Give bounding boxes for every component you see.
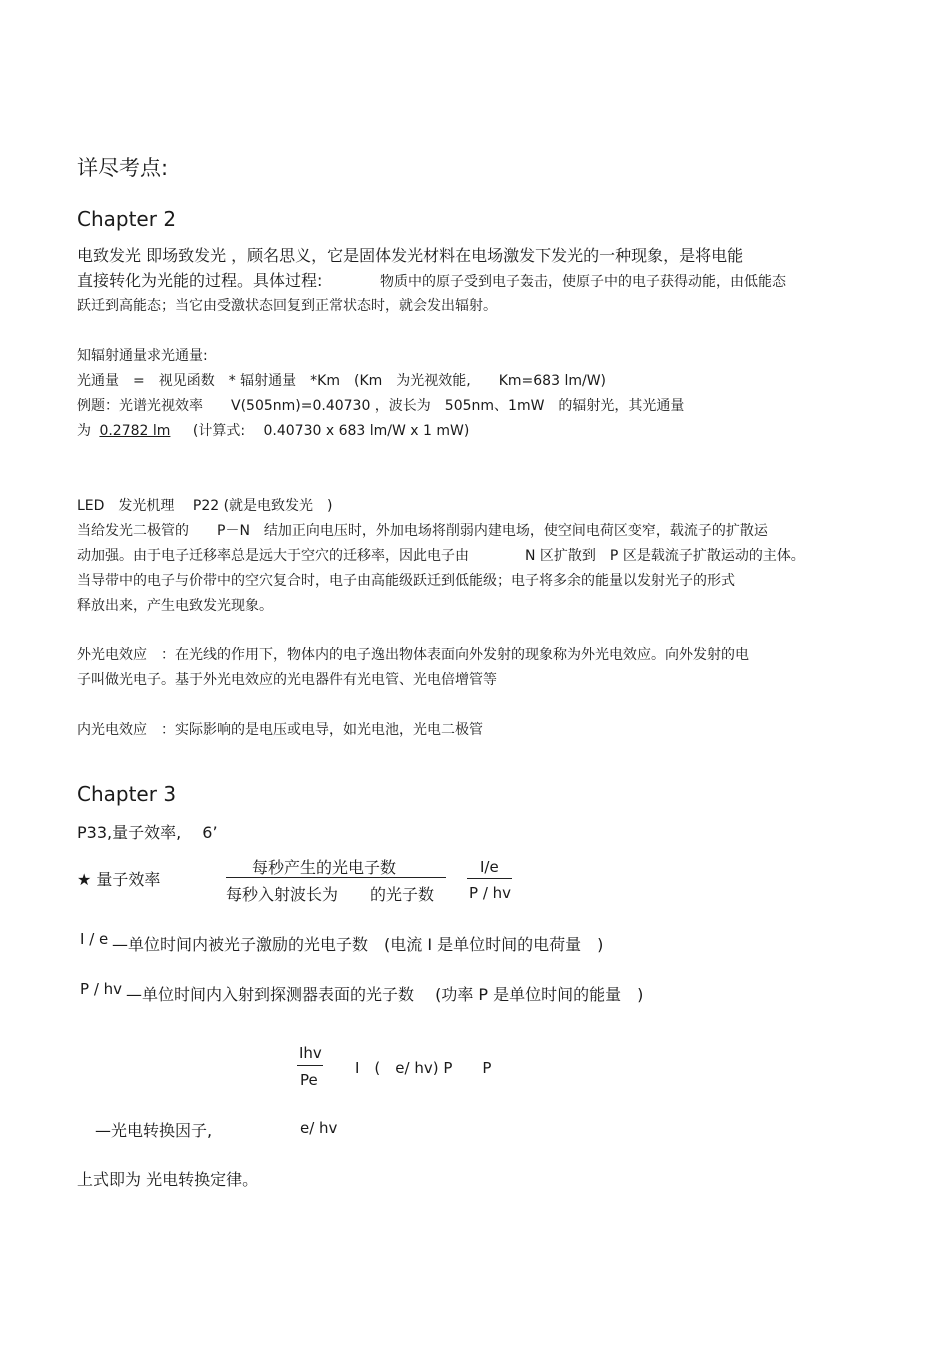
quantum-efficiency-label: ★ 量子效率 — [77, 870, 161, 889]
flux-title: 知辐射通量求光通量: — [77, 348, 208, 364]
answer-prefix: 为 — [77, 423, 91, 439]
fraction-1-bar — [226, 877, 446, 878]
phv-description: —单位时间内入射到探测器表面的光子数 (功率 P 是单位时间的能量 ) — [126, 985, 644, 1004]
external-effect-line-2: 子叫做光电子。基于外光电效应的光电器件有光电管、光电倍增管等 — [77, 672, 497, 688]
answer-calc: (计算式: 0.40730 x 683 lm/W x 1 mW) — [192, 423, 470, 439]
ie-description: —单位时间内被光子激励的光电子数 (电流 I 是单位时间的电荷量 ) — [112, 935, 604, 954]
conversion-factor-value: e/ hv — [300, 1119, 338, 1137]
flux-formula: 光通量 = 视见函数 * 辐射通量 *Km (Km 为光视效能, Km=683 lm/W) — [77, 373, 606, 389]
equation-rest: I ( e/ hv) P P — [355, 1059, 492, 1077]
fraction-3-numerator: Ihv — [299, 1044, 322, 1062]
fraction-1-denominator: 每秒入射波长为 的光子数 — [226, 885, 435, 904]
conversion-law-line: 上式即为 光电转换定律。 — [77, 1170, 259, 1189]
chapter-3-heading: Chapter 3 — [77, 782, 177, 806]
el-paragraph-line-2a: 直接转化为光能的过程。具体过程: — [77, 271, 323, 290]
led-title: LED 发光机理 P22 (就是电致发光 ) — [77, 498, 333, 514]
page-title: 详尽考点: — [77, 156, 169, 180]
led-line-4: 释放出来，产生电致发光现象。 — [77, 598, 273, 614]
fraction-3-bar — [297, 1065, 323, 1066]
phv-symbol: P / hv — [80, 980, 123, 998]
conversion-factor-text: —光电转换因子, — [95, 1121, 213, 1140]
el-paragraph-line-3: 跃迁到高能态；当它由受激状态回复到正常状态时，就会发出辐射。 — [77, 298, 497, 314]
chapter-2-heading: Chapter 2 — [77, 207, 177, 231]
ie-symbol: I / e — [80, 930, 109, 948]
el-paragraph-line-1: 电致发光 即场致发光 ，顾名思义，它是固体发光材料在电场激发下发光的一种现象，是将电能 — [77, 246, 744, 265]
answer-line — [77, 420, 469, 440]
fraction-3-denominator: Pe — [300, 1071, 318, 1089]
led-line-1: 当给发光二极管的 P－N 结加正向电压时，外加电场将削弱内建电场，使空间电荷区变窄，载流子的扩散运 — [77, 523, 768, 539]
fraction-1-numerator: 每秒产生的光电子数 — [252, 858, 397, 877]
fraction-2-denominator: P / hv — [469, 884, 512, 902]
external-effect-line-1: 外光电效应 ：在光线的作用下，物体内的电子逸出物体表面向外发射的现象称为外光电效应。向外发射的电 — [77, 647, 749, 663]
example-line: 例题：光谱光视效率 V(505nm)=0.40730 ，波长为 505nm、1mW 的辐射光，其光通量 — [77, 398, 685, 414]
led-line-3: 当导带中的电子与价带中的空穴复合时，电子由高能级跃迁到低能级；电子将多余的能量以发射光子的形式 — [77, 573, 735, 589]
p33-line: P33,量子效率, 6’ — [77, 823, 218, 842]
answer-value: 0.2782 lm — [99, 423, 171, 439]
led-line-2: 动加强。由于电子迁移率总是远大于空穴的迁移率，因此电子由 N 区扩散到 P 区是载流子扩散运动的主体。 — [77, 548, 805, 564]
internal-effect-line: 内光电效应 ：实际影响的是电压或电导，如光电池，光电二极管 — [77, 722, 483, 738]
fraction-2-numerator: I/e — [480, 858, 499, 876]
fraction-2-bar — [467, 878, 512, 879]
el-paragraph-line-2b: 物质中的原子受到电子轰击，使原子中的电子获得动能，由低能态 — [380, 274, 786, 290]
